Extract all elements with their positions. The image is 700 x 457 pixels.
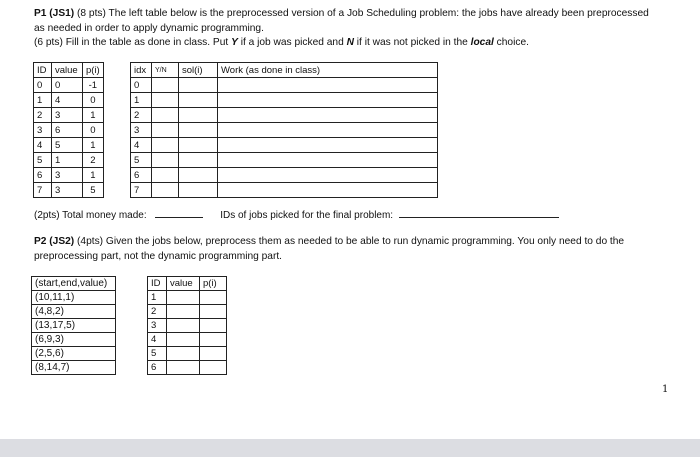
col-header-value: value (167, 277, 200, 291)
bottom-scroll-bar[interactable] (0, 439, 700, 457)
cell-p: 0 (83, 123, 104, 138)
cell-value: 1 (52, 153, 83, 168)
table-row (34, 93, 104, 108)
table-row (131, 168, 438, 183)
cell-yn-blank[interactable] (152, 108, 179, 123)
cell-yn-blank[interactable] (152, 153, 179, 168)
cell-value: 6 (52, 123, 83, 138)
cell-p: 5 (83, 183, 104, 198)
cell-id: 2 (148, 305, 167, 319)
cell-id: 6 (34, 168, 52, 183)
table-row (32, 319, 116, 333)
cell-value: 4 (52, 93, 83, 108)
table-row (34, 183, 104, 198)
table-row (131, 108, 438, 123)
cell-id: 5 (34, 153, 52, 168)
table-row (34, 78, 104, 93)
cell-p: 0 (83, 93, 104, 108)
cell-idx: 7 (131, 183, 152, 198)
cell-p: 1 (83, 138, 104, 153)
cell-interval: (13,17,5) (32, 319, 116, 333)
col-header-value: value (52, 63, 83, 78)
table-row (148, 361, 227, 375)
p1-line1 (34, 7, 649, 22)
p1-line3-d: choice. (493, 37, 529, 48)
ids-picked-blank[interactable] (399, 208, 559, 218)
cell-yn-blank[interactable] (152, 183, 179, 198)
cell-value-blank[interactable] (167, 319, 200, 333)
col-header-interval: (start,end,value) (32, 277, 116, 291)
cell-p-blank[interactable] (200, 347, 227, 361)
cell-id: 0 (34, 78, 52, 93)
table-row (34, 153, 104, 168)
table-row (131, 123, 438, 138)
cell-p: 1 (83, 168, 104, 183)
cell-id: 5 (148, 347, 167, 361)
table-header-row (131, 63, 438, 78)
p1-local-word: local (470, 37, 494, 48)
cell-p: 1 (83, 108, 104, 123)
cell-yn-blank[interactable] (152, 168, 179, 183)
table-row (32, 347, 116, 361)
table-row (148, 319, 227, 333)
cell-idx: 5 (131, 153, 152, 168)
p2-instructions (34, 235, 624, 264)
cell-work-blank[interactable] (218, 93, 438, 108)
table-row (32, 291, 116, 305)
table-header-row (148, 277, 227, 291)
cell-id: 2 (34, 108, 52, 123)
cell-id: 7 (34, 183, 52, 198)
cell-value: 0 (52, 78, 83, 93)
preprocessed-jobs-table (33, 62, 104, 198)
cell-work-blank[interactable] (218, 108, 438, 123)
table-row (32, 333, 116, 347)
cell-sol-blank[interactable] (179, 168, 218, 183)
cell-value: 5 (52, 138, 83, 153)
cell-work-blank[interactable] (218, 138, 438, 153)
cell-work-blank[interactable] (218, 153, 438, 168)
cell-idx: 2 (131, 108, 152, 123)
cell-id: 4 (148, 333, 167, 347)
cell-value: 3 (52, 108, 83, 123)
cell-idx: 4 (131, 138, 152, 153)
cell-p: 2 (83, 153, 104, 168)
total-money-blank[interactable] (155, 208, 203, 218)
table-row (148, 291, 227, 305)
table-row (148, 347, 227, 361)
cell-value: 3 (52, 168, 83, 183)
p1-line3-a: (6 pts) Fill in the table as done in class. Put (34, 37, 232, 48)
p1-line2: as needed in order to apply dynamic programming. (34, 22, 264, 34)
p1-line3 (34, 36, 649, 51)
col-header-id: ID (148, 277, 167, 291)
cell-work-blank[interactable] (218, 168, 438, 183)
col-header-p: p(i) (200, 277, 227, 291)
cell-value-blank[interactable] (167, 333, 200, 347)
preprocess-answer-table (147, 276, 227, 375)
money-line (34, 208, 559, 221)
p2-label: P2 (JS2) (34, 236, 75, 247)
cell-interval: (8,14,7) (32, 361, 116, 375)
cell-sol-blank[interactable] (179, 108, 218, 123)
p1-points-text: (8 pts) The left table below is the preprocessed version of a Job Scheduling problem: the jobs have already been preprocessed (74, 8, 649, 19)
cell-sol-blank[interactable] (179, 183, 218, 198)
table-row (131, 138, 438, 153)
intervals-table (31, 276, 116, 375)
p1-label: P1 (JS1) (34, 8, 75, 19)
cell-id: 3 (148, 319, 167, 333)
cell-p-blank[interactable] (200, 333, 227, 347)
table-header-row (32, 277, 116, 291)
cell-yn-blank[interactable] (152, 138, 179, 153)
table-row (34, 138, 104, 153)
table-row (131, 78, 438, 93)
cell-value-blank[interactable] (167, 361, 200, 375)
table-row (131, 183, 438, 198)
cell-sol-blank[interactable] (179, 78, 218, 93)
p1-line3-b: if a job was picked and (237, 37, 347, 48)
cell-interval: (2,5,6) (32, 347, 116, 361)
cell-idx: 6 (131, 168, 152, 183)
cell-idx: 1 (131, 93, 152, 108)
ids-picked-label: IDs of jobs picked for the final problem: (220, 210, 394, 221)
cell-idx: 0 (131, 78, 152, 93)
p1-instructions (34, 7, 649, 51)
cell-sol-blank[interactable] (179, 153, 218, 168)
cell-value-blank[interactable] (167, 305, 200, 319)
p2-line1 (34, 235, 624, 250)
p2-line2: preprocessing part, not the dynamic programming part. (34, 250, 283, 262)
table-row (34, 123, 104, 138)
table-row (32, 305, 116, 319)
col-header-idx: idx (131, 63, 152, 78)
cell-work-blank[interactable] (218, 123, 438, 138)
table-row (148, 333, 227, 347)
cell-id: 1 (148, 291, 167, 305)
cell-sol-blank[interactable] (179, 138, 218, 153)
cell-p-blank[interactable] (200, 291, 227, 305)
cell-p-blank[interactable] (200, 305, 227, 319)
table-row (34, 108, 104, 123)
dp-work-table (130, 62, 438, 198)
cell-yn-blank[interactable] (152, 78, 179, 93)
table-row (131, 93, 438, 108)
cell-yn-blank[interactable] (152, 123, 179, 138)
cell-value-blank[interactable] (167, 347, 200, 361)
table-row (131, 153, 438, 168)
cell-sol-blank[interactable] (179, 93, 218, 108)
cell-yn-blank[interactable] (152, 93, 179, 108)
cell-id: 4 (34, 138, 52, 153)
cell-interval: (4,8,2) (32, 305, 116, 319)
p1-y-letter: Y (231, 37, 238, 48)
cell-id: 6 (148, 361, 167, 375)
cell-idx: 3 (131, 123, 152, 138)
p1-line3-c: if it was not picked in the (353, 37, 471, 48)
page-number: 1 (662, 384, 669, 395)
total-money-label: (2pts) Total money made: (34, 210, 147, 221)
cell-interval: (6,9,3) (32, 333, 116, 347)
cell-interval: (10,11,1) (32, 291, 116, 305)
col-header-id: ID (34, 63, 52, 78)
cell-id: 3 (34, 123, 52, 138)
cell-work-blank[interactable] (218, 183, 438, 198)
cell-value: 3 (52, 183, 83, 198)
table-row (32, 361, 116, 375)
table-header-row (34, 63, 104, 78)
p1-n-letter: N (346, 37, 354, 48)
col-header-sol: sol(i) (179, 63, 218, 78)
cell-sol-blank[interactable] (179, 123, 218, 138)
cell-p-blank[interactable] (200, 361, 227, 375)
col-header-work: Work (as done in class) (218, 63, 438, 78)
cell-p: -1 (83, 78, 104, 93)
col-header-p: p(i) (83, 63, 104, 78)
col-header-yn: Y/N (152, 63, 179, 78)
p2-line1-text: (4pts) Given the jobs below, preprocess them as needed to be able to run dynamic programming. You only need to do the (74, 236, 625, 247)
cell-work-blank[interactable] (218, 78, 438, 93)
table-row (34, 168, 104, 183)
table-row (148, 305, 227, 319)
cell-p-blank[interactable] (200, 319, 227, 333)
cell-id: 1 (34, 93, 52, 108)
cell-value-blank[interactable] (167, 291, 200, 305)
